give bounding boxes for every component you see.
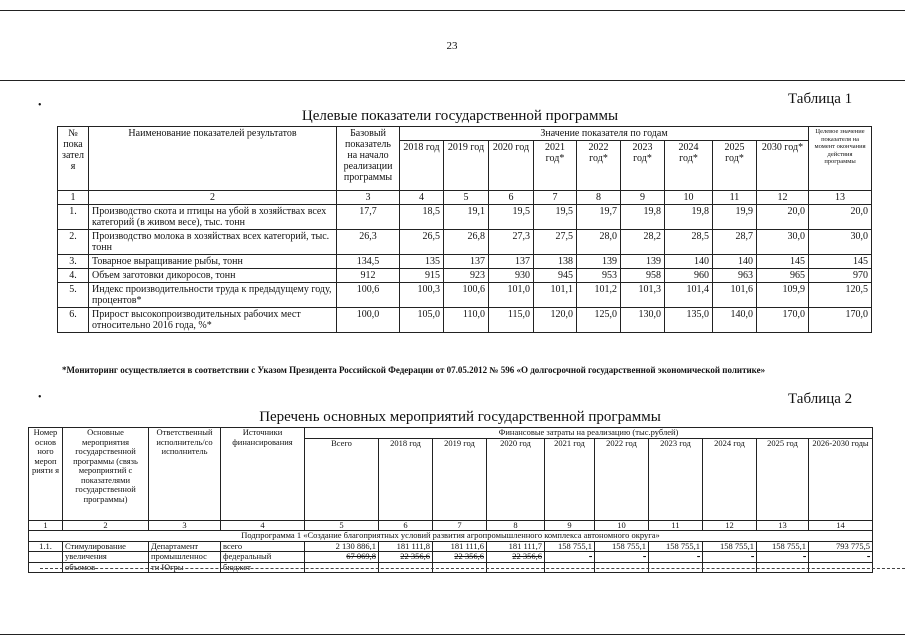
- table1-footnote: *Мониторинг осуществляется в соответствии с Указом Президента Российской Федерации от 07.05.2012 № 596 «О долгосрочной государственной экономической политике»: [62, 365, 766, 375]
- base-value: 134,5: [337, 255, 400, 269]
- table1-row: [58, 230, 872, 255]
- table2-col-number: 9: [545, 520, 595, 531]
- year-value: 20,0: [757, 205, 809, 230]
- table2-year-header: 2023 год: [649, 438, 703, 520]
- year-value: 137: [489, 255, 534, 269]
- table2-col-number: 10: [595, 520, 649, 531]
- year-value: 100,3: [400, 283, 444, 308]
- year-value: 27,5: [534, 230, 577, 255]
- event-number: 1.1.: [29, 541, 63, 552]
- year-value: 28,0: [577, 230, 621, 255]
- table2-col-number: 13: [757, 520, 809, 531]
- year-amount: 158 755,1: [703, 541, 757, 552]
- year-value: 27,3: [489, 230, 534, 255]
- responsible-executor: промышленнос: [149, 552, 221, 563]
- year-value: 125,0: [577, 308, 621, 333]
- margin-mark-2: •: [38, 392, 42, 403]
- year-amount: 181 111,7: [487, 541, 545, 552]
- table1-label: Таблица 1: [788, 91, 853, 107]
- year-amount: -: [757, 552, 809, 563]
- year-value: 140: [713, 255, 757, 269]
- year-value: 30,0: [757, 230, 809, 255]
- table2-col-number: 2: [63, 520, 149, 531]
- table1-col-number: 13: [809, 191, 872, 205]
- year-value: 19,5: [534, 205, 577, 230]
- event-name: Стимулирование: [63, 541, 149, 552]
- cut-line: [40, 568, 905, 569]
- year-value: 137: [444, 255, 489, 269]
- indicator-name: Товарное выращивание рыбы, тонн: [89, 255, 337, 269]
- year-amount: 22 356,6: [379, 552, 433, 563]
- year-value: 101,1: [534, 283, 577, 308]
- table2-col-number: 11: [649, 520, 703, 531]
- table1-year-header: 2019 год: [444, 141, 489, 191]
- table1-header-base: Базовый показатель на начало реализации программы: [337, 127, 400, 191]
- table1-header-group: Значение показателя по годам: [400, 127, 809, 141]
- year-value: 115,0: [489, 308, 534, 333]
- event-name: объемов: [63, 562, 149, 573]
- year-amount: 158 755,1: [649, 541, 703, 552]
- base-value: 100,0: [337, 308, 400, 333]
- table1: [57, 126, 872, 333]
- year-value: 139: [577, 255, 621, 269]
- table2-year-header: 2025 год: [757, 438, 809, 520]
- base-value: 912: [337, 269, 400, 283]
- table1-year-header: 2024 год*: [665, 141, 713, 191]
- table1-col-number: 4: [400, 191, 444, 205]
- row-number: 2.: [58, 230, 89, 255]
- table2-title: Перечень основных мероприятий государственной программы: [259, 409, 661, 425]
- indicator-name: Прирост высокопроизводительных рабочих мест относительно 2016 года, %*: [89, 308, 337, 333]
- table2-header-sources: Источники финансирования: [221, 428, 305, 521]
- table2-col-number: 8: [487, 520, 545, 531]
- row-number: 3.: [58, 255, 89, 269]
- table1-header-num: № пока зател я: [58, 127, 89, 191]
- table1-col-number: 1: [58, 191, 89, 205]
- funding-source: бюджет: [221, 562, 305, 573]
- table1-year-header: 2018 год: [400, 141, 444, 191]
- funding-source: федеральный: [221, 552, 305, 563]
- year-value: 945: [534, 269, 577, 283]
- target-value: 30,0: [809, 230, 872, 255]
- year-value: 120,0: [534, 308, 577, 333]
- table1-col-number: 7: [534, 191, 577, 205]
- table1-header-name: Наименование показателей результатов: [89, 127, 337, 191]
- base-value: 17,7: [337, 205, 400, 230]
- table2-col-number: 3: [149, 520, 221, 531]
- base-value: 26,3: [337, 230, 400, 255]
- year-value: 138: [534, 255, 577, 269]
- year-amount: -: [649, 552, 703, 563]
- table2-row: [29, 552, 873, 563]
- table2-col-number: 6: [379, 520, 433, 531]
- year-value: 139: [621, 255, 665, 269]
- base-value: 100,6: [337, 283, 400, 308]
- year-value: 101,2: [577, 283, 621, 308]
- table2-header-events: Основные мероприятия государственной программы (связь мероприятий с показателями государственной программы): [63, 428, 149, 521]
- year-amount: -: [595, 552, 649, 563]
- table1-header-target: Целевое значение показателя на момент окончания действия программы: [809, 127, 872, 191]
- total-amount: 2 130 886,1: [305, 541, 379, 552]
- table1-row: [58, 308, 872, 333]
- table2-header-resp: Ответственный исполнитель/со исполнитель: [149, 428, 221, 521]
- table2-year-header: 2020 год: [487, 438, 545, 520]
- year-amount: 158 755,1: [595, 541, 649, 552]
- table1-year-header: 2021 год*: [534, 141, 577, 191]
- year-amount: 793 775,5: [809, 541, 873, 552]
- year-value: 19,7: [577, 205, 621, 230]
- table1-col-number: 2: [89, 191, 337, 205]
- table2-year-header: 2019 год: [433, 438, 487, 520]
- year-value: 140,0: [713, 308, 757, 333]
- year-value: 145: [757, 255, 809, 269]
- year-amount: 158 755,1: [757, 541, 809, 552]
- table1-year-header: 2025 год*: [713, 141, 757, 191]
- year-value: 19,8: [621, 205, 665, 230]
- table1-col-number: 8: [577, 191, 621, 205]
- table2-label: Таблица 2: [788, 391, 853, 407]
- row-number: 1.: [58, 205, 89, 230]
- year-value: 109,9: [757, 283, 809, 308]
- top-rule: [0, 10, 905, 11]
- year-value: 100,6: [444, 283, 489, 308]
- responsible-executor: ти Югры: [149, 562, 221, 573]
- table2-subprogram: Подпрограмма 1 «Создание благоприятных условий развития агропромышленного комплекса автономного округа»: [29, 531, 873, 542]
- year-value: 19,5: [489, 205, 534, 230]
- year-amount: -: [703, 552, 757, 563]
- target-value: 145: [809, 255, 872, 269]
- indicator-name: Индекс производительности труда к предыдущему году, процентов*: [89, 283, 337, 308]
- table1-col-number: 6: [489, 191, 534, 205]
- target-value: 170,0: [809, 308, 872, 333]
- total-amount: 67 069,8: [305, 552, 379, 563]
- table2-col-number: 1: [29, 520, 63, 531]
- year-value: 19,8: [665, 205, 713, 230]
- table2-year-header: 2022 год: [595, 438, 649, 520]
- year-value: 135,0: [665, 308, 713, 333]
- row-number: 6.: [58, 308, 89, 333]
- year-value: 101,0: [489, 283, 534, 308]
- table2-total-header: Всего: [305, 438, 379, 520]
- table2-header-num: Номер основ ного мероп рияти я: [29, 428, 63, 521]
- table2-year-header: 2024 год: [703, 438, 757, 520]
- row-number: 5.: [58, 283, 89, 308]
- year-value: 19,1: [444, 205, 489, 230]
- year-value: 170,0: [757, 308, 809, 333]
- table2-year-header: 2026-2030 годы: [809, 438, 873, 520]
- indicator-name: Производство скота и птицы на убой в хозяйствах всех категорий (в живом весе), тыс. тонн: [89, 205, 337, 230]
- year-amount: 22 356,6: [487, 552, 545, 563]
- year-value: 110,0: [444, 308, 489, 333]
- table1-year-header: 2023 год*: [621, 141, 665, 191]
- table1-row: [58, 255, 872, 269]
- year-value: 28,2: [621, 230, 665, 255]
- year-amount: -: [545, 552, 595, 563]
- year-value: 963: [713, 269, 757, 283]
- table2-header-group: Финансовые затраты на реализацию (тыс.рублей): [305, 428, 873, 439]
- table1-col-number: 9: [621, 191, 665, 205]
- year-value: 958: [621, 269, 665, 283]
- table1-title: Целевые показатели государственной программы: [301, 108, 619, 124]
- table2-col-number: 5: [305, 520, 379, 531]
- target-value: 970: [809, 269, 872, 283]
- table1-row: [58, 205, 872, 230]
- header-rule: [0, 80, 905, 81]
- year-value: 140: [665, 255, 713, 269]
- margin-mark: •: [38, 100, 42, 111]
- year-value: 105,0: [400, 308, 444, 333]
- target-value: 120,5: [809, 283, 872, 308]
- funding-source: всего: [221, 541, 305, 552]
- year-value: 18,5: [400, 205, 444, 230]
- year-value: 19,9: [713, 205, 757, 230]
- table1-col-number: 10: [665, 191, 713, 205]
- year-value: 101,3: [621, 283, 665, 308]
- year-value: 101,4: [665, 283, 713, 308]
- target-value: 20,0: [809, 205, 872, 230]
- indicator-name: Объем заготовки дикоросов, тонн: [89, 269, 337, 283]
- year-value: 960: [665, 269, 713, 283]
- year-amount: 181 111,6: [433, 541, 487, 552]
- table1-col-number: 3: [337, 191, 400, 205]
- year-value: 135: [400, 255, 444, 269]
- year-value: 101,6: [713, 283, 757, 308]
- year-value: 915: [400, 269, 444, 283]
- table1-col-number: 12: [757, 191, 809, 205]
- year-value: 26,5: [400, 230, 444, 255]
- table2-year-header: 2021 год: [545, 438, 595, 520]
- table1-row: [58, 283, 872, 308]
- year-amount: 22 356,6: [433, 552, 487, 563]
- table1-col-number: 11: [713, 191, 757, 205]
- year-amount: 181 111,8: [379, 541, 433, 552]
- event-name: увеличения: [63, 552, 149, 563]
- responsible-executor: Департамент: [149, 541, 221, 552]
- table2-col-number: 12: [703, 520, 757, 531]
- year-amount: 158 755,1: [545, 541, 595, 552]
- year-value: 26,8: [444, 230, 489, 255]
- page-number: 23: [446, 40, 458, 52]
- year-value: 923: [444, 269, 489, 283]
- table1-year-header: 2030 год*: [757, 141, 809, 191]
- table2-col-number: 14: [809, 520, 873, 531]
- table1-year-header: 2020 год: [489, 141, 534, 191]
- year-value: 28,5: [665, 230, 713, 255]
- table2-year-header: 2018 год: [379, 438, 433, 520]
- year-value: 965: [757, 269, 809, 283]
- table1-row: [58, 269, 872, 283]
- year-value: 930: [489, 269, 534, 283]
- indicator-name: Производство молока в хозяйствах всех категорий, тыс. тонн: [89, 230, 337, 255]
- year-value: 953: [577, 269, 621, 283]
- bottom-rule: [0, 634, 905, 635]
- event-number: [29, 552, 63, 563]
- table2-row: [29, 541, 873, 552]
- row-number: 4.: [58, 269, 89, 283]
- year-value: 130,0: [621, 308, 665, 333]
- table2-col-number: 4: [221, 520, 305, 531]
- table2: [28, 427, 873, 573]
- table1-year-header: 2022 год*: [577, 141, 621, 191]
- table2-col-number: 7: [433, 520, 487, 531]
- table1-col-number: 5: [444, 191, 489, 205]
- year-amount: -: [809, 552, 873, 563]
- year-value: 28,7: [713, 230, 757, 255]
